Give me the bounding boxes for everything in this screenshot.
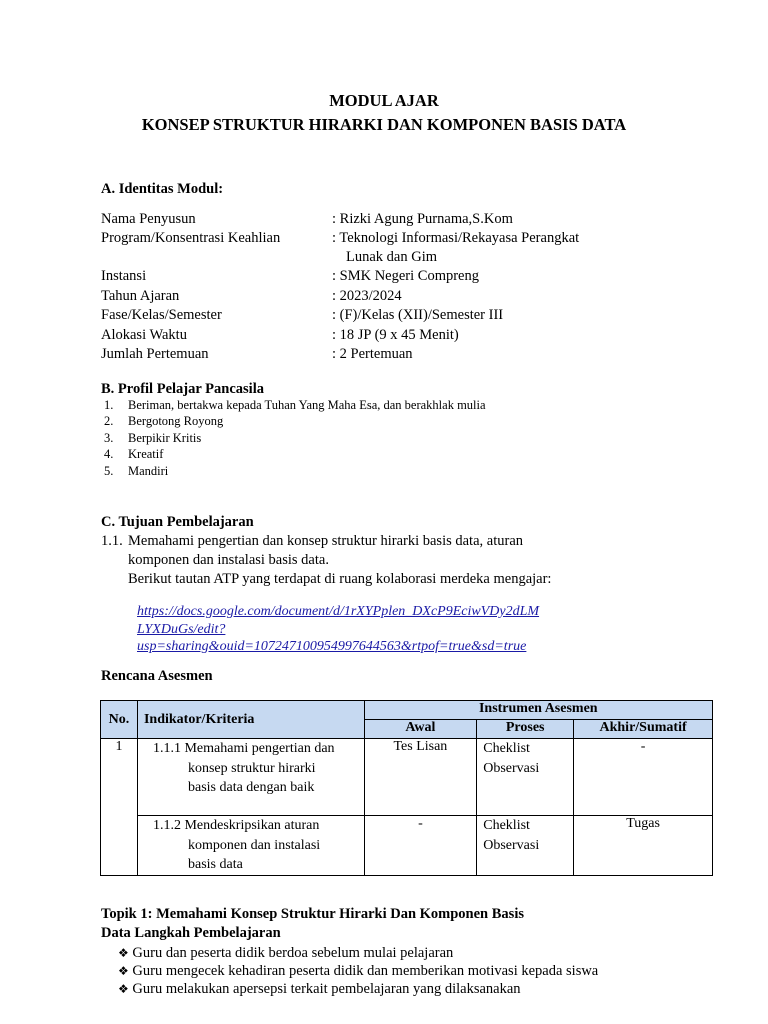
indicator-line: komponen dan instalasi [187, 837, 321, 853]
topic-heading: Topik 1: Memahami Konsep Struktur Hirarki Dan Komponen Basis [101, 906, 524, 922]
identity-label: Tahun Ajaran [101, 288, 180, 304]
column-header-proses: Proses [477, 720, 574, 739]
proses-line: Cheklist [483, 818, 530, 833]
list-item: Beriman, bertakwa kepada Tuhan Yang Maha Esa, dan berakhlak mulia [128, 398, 486, 412]
awal-cell: - [364, 816, 477, 876]
row-number: 1 [101, 739, 138, 876]
identity-value-continued: Lunak dan Gim [346, 249, 438, 265]
objective-number: 1.1. [101, 533, 123, 549]
proses-line: Cheklist [483, 741, 530, 756]
objective-text-continued: komponen dan instalasi basis data. [128, 552, 329, 568]
indicator-line: konsep struktur hirarki [187, 760, 316, 776]
column-header-instrument: Instrumen Asesmen [364, 701, 712, 720]
indicator-line: basis data dengan baik [187, 780, 315, 795]
identity-value: : 2023/2024 [332, 288, 402, 304]
identity-value: : (F)/Kelas (XII)/Semester III [332, 307, 504, 323]
identity-value: : 18 JP (9 x 45 Menit) [332, 327, 459, 343]
atp-link-line[interactable]: LYXDuGs/edit? [137, 622, 226, 637]
list-item-number: 1. [104, 398, 114, 412]
list-item-text: Guru mengecek kehadiran peserta didik dan memberikan motivasi kepada siswa [132, 963, 599, 979]
indicator-line: Memahami pengertian dan [184, 741, 335, 756]
list-item [118, 945, 453, 962]
atp-text: Berikut tautan ATP yang terdapat di ruang kolaborasi merdeka mengajar: [128, 571, 552, 587]
list-item [118, 981, 521, 998]
document-subtitle: KONSEP STRUKTUR HIRARKI DAN KOMPONEN BASIS DATA [141, 115, 627, 134]
indicator-code: 1.1.2 [152, 818, 181, 833]
section-b-heading: B. Profil Pelajar Pancasila [101, 381, 264, 397]
list-item: Mandiri [128, 464, 169, 478]
document-title: MODUL AJAR [329, 91, 439, 110]
list-item [118, 963, 598, 980]
akhir-cell: Tugas [574, 816, 713, 876]
table-row [101, 739, 713, 816]
indicator-line: Mendeskripsikan aturan [184, 818, 320, 833]
list-item-number: 4. [104, 447, 114, 461]
identity-value: : 2 Pertemuan [332, 346, 413, 362]
list-item-number: 2. [104, 414, 114, 428]
atp-link-line[interactable]: https://docs.google.com/document/d/1rXYPplen_DXcP9EciwVDy2dLM [137, 604, 540, 619]
column-header-indicator: Indikator/Kriteria [137, 701, 364, 739]
identity-label: Fase/Kelas/Semester [101, 307, 222, 323]
identity-label: Nama Penyusun [101, 211, 196, 227]
proses-cell [477, 739, 574, 816]
indicator-code: 1.1.1 [152, 741, 181, 756]
list-item: Bergotong Royong [128, 414, 224, 428]
indicator-cell [137, 739, 364, 816]
diamond-bullet-icon: ❖ [118, 982, 129, 996]
assessment-heading: Rencana Asesmen [101, 668, 213, 684]
awal-cell: Tes Lisan [364, 739, 477, 816]
table-row [101, 816, 713, 876]
diamond-bullet-icon: ❖ [118, 964, 129, 978]
column-header-awal: Awal [364, 720, 477, 739]
column-header-akhir: Akhir/Sumatif [574, 720, 713, 739]
atp-link-line[interactable]: usp=sharing&ouid=107247100954997644563&rtpof=true&sd=true [137, 639, 527, 654]
indicator-cell [137, 816, 364, 876]
objective-text: Memahami pengertian dan konsep struktur hirarki basis data, aturan [128, 533, 524, 549]
identity-value: : Rizki Agung Purnama,S.Kom [332, 211, 513, 227]
topic-heading-continued: Data Langkah Pembelajaran [101, 925, 281, 941]
identity-label: Instansi [101, 268, 147, 284]
assessment-table [100, 700, 713, 876]
proses-line: Observasi [483, 760, 540, 776]
section-a-heading: A. Identitas Modul: [101, 181, 224, 197]
list-item-text: Guru melakukan apersepsi terkait pembelajaran yang dilaksanakan [132, 981, 521, 997]
identity-label: Program/Konsentrasi Keahlian [101, 230, 281, 246]
identity-label: Alokasi Waktu [101, 327, 187, 343]
list-item-number: 5. [104, 464, 114, 478]
list-item-number: 3. [104, 431, 114, 445]
proses-cell [477, 816, 574, 876]
list-item-text: Guru dan peserta didik berdoa sebelum mulai pelajaran [132, 945, 454, 961]
akhir-cell: - [574, 739, 713, 816]
identity-label: Jumlah Pertemuan [101, 346, 209, 362]
column-header-no: No. [101, 701, 138, 739]
diamond-bullet-icon: ❖ [118, 946, 129, 960]
proses-line: Observasi [483, 837, 540, 853]
section-c-heading: C. Tujuan Pembelajaran [101, 514, 254, 530]
identity-value: : SMK Negeri Compreng [332, 268, 479, 284]
indicator-line: basis data [187, 857, 243, 872]
identity-value: : Teknologi Informasi/Rekayasa Perangkat [332, 230, 580, 246]
list-item: Berpikir Kritis [128, 431, 202, 445]
list-item: Kreatif [128, 447, 164, 461]
